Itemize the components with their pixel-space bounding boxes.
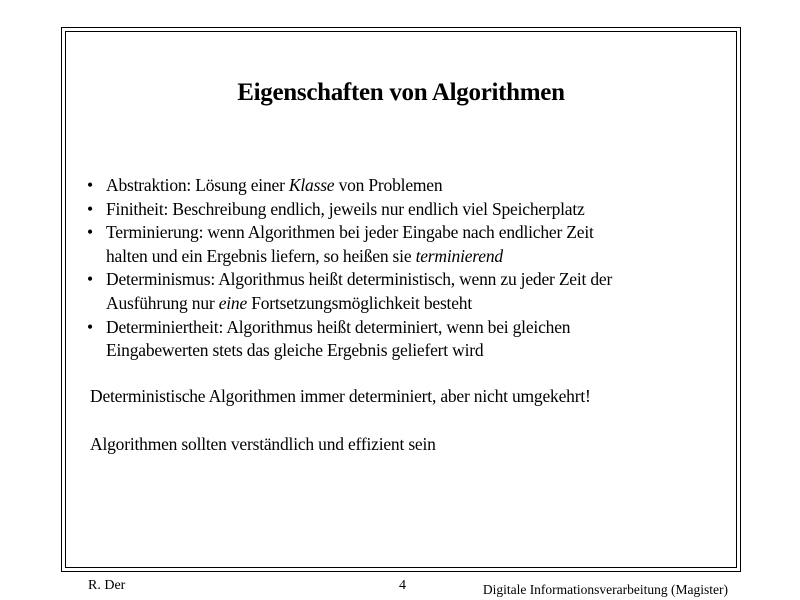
footer-course: Digitale Informationsverarbeitung (Magister) xyxy=(482,582,728,597)
bullet-emphasis: eine xyxy=(218,292,248,313)
bullet-text: Abstraktion: Lösung einer xyxy=(106,175,289,195)
bullet-item-finitheit xyxy=(84,198,724,222)
bullet-item-determiniertheit xyxy=(84,316,724,363)
bullet-item-terminierung xyxy=(84,221,724,268)
footer-page-number: 4 xyxy=(399,578,406,593)
footer-author: R. Der xyxy=(88,578,126,593)
bullet-dot: • xyxy=(87,175,93,195)
bullet-text: Finitheit: Beschreibung endlich, jeweils nur endlich viel Speicherplatz xyxy=(106,198,585,219)
bullet-dot: • xyxy=(87,198,93,219)
paragraph-efficiency-note: Algorithmen sollten verständlich und effizient sein xyxy=(90,434,436,454)
bullet-dot: • xyxy=(87,222,93,243)
bullet-item-determinismus xyxy=(84,268,724,315)
bullet-text: Fortsetzungsmöglichkeit besteht xyxy=(247,292,473,313)
bullet-list xyxy=(84,174,724,363)
bullet-dot: • xyxy=(87,316,93,337)
bullet-text: Determiniertheit: Algorithmus heißt determiniert, wenn bei gleichen xyxy=(106,316,571,337)
bullet-text: Ausführung nur xyxy=(106,292,219,313)
bullet-emphasis: Klasse xyxy=(288,175,335,195)
bullet-text: halten und ein Ergebnis liefern, so heißen sie xyxy=(106,245,416,266)
bullet-emphasis: terminierend xyxy=(415,245,503,266)
bullet-text: Terminierung: wenn Algorithmen bei jeder Eingabe nach endlicher Zeit xyxy=(106,222,594,243)
paragraph-deterministic-note: Deterministische Algorithmen immer determiniert, aber nicht umgekehrt! xyxy=(90,386,591,406)
bullet-text: von Problemen xyxy=(334,175,443,195)
bullet-item-abstraktion xyxy=(84,174,724,198)
slide-title: Eigenschaften von Algorithmen xyxy=(237,79,565,106)
bullet-text: Determinismus: Algorithmus heißt deterministisch, wenn zu jeder Zeit der xyxy=(106,269,613,290)
bullet-text: Eingabewerten stets das gleiche Ergebnis geliefert wird xyxy=(106,340,484,361)
bullet-dot: • xyxy=(87,269,93,290)
